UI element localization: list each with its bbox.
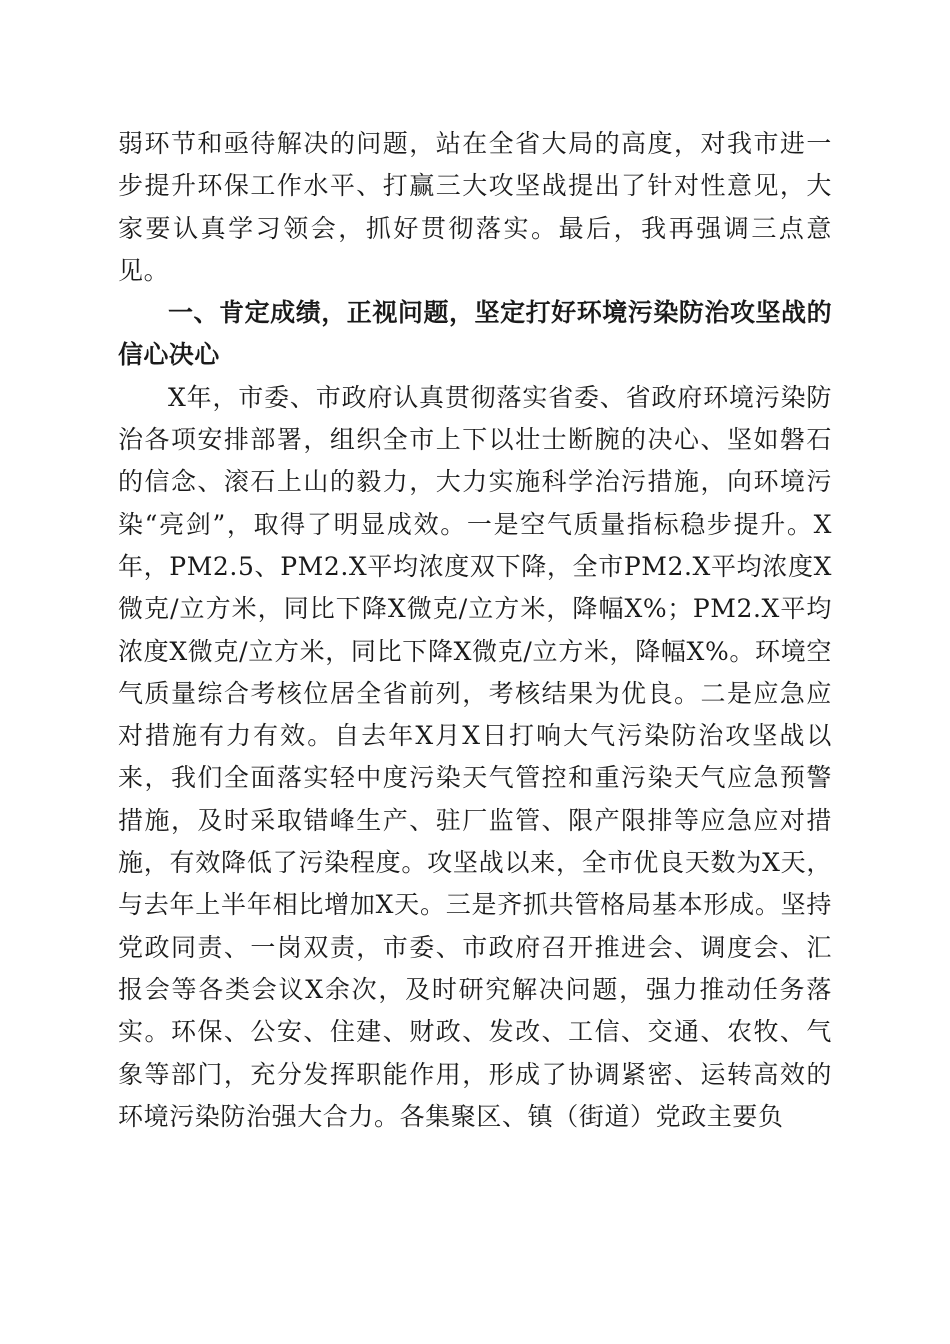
continuation-paragraph: 弱环节和亟待解决的问题，站在全省大局的高度，对我市进一步提升环保工作水平、打赢三大攻坚战提出了针对性意见，大家要认真学习领会，抓好贯彻落实。最后，我再强调三点意见。: [118, 129, 832, 285]
section-heading: 一、肯定成绩，正视问题，坚定打好环境污染防治攻坚战的信心决心: [118, 298, 832, 370]
document-body: [118, 123, 832, 1138]
body-paragraph: X年，市委、市政府认真贯彻落实省委、省政府环境污染防治各项安排部署，组织全市上下以壮士断腕的决心、坚如磐石的信念、滚石上山的毅力，大力实施科学治污措施，向环境污染“亮剑”，取得了明显成效。一是空气质量指标稳步提升。X年，PM2.5、PM2.X平均浓度双下降，全市PM2.X平均浓度X微克/立方米，同比下降X微克/立方米，降幅X%；PM2.X平均浓度X微克/立方米，同比下降X微克/立方米，降幅X%。环境空气质量综合考核位居全省前列，考核结果为优良。二是应急应对措施有力有效。自去年X月X日打响大气污染防治攻坚战以来，我们全面落实轻中度污染天气管控和重污染天气应急预警措施，及时采取错峰生产、驻厂监管、限产限排等应急应对措施，有效降低了污染程度。攻坚战以来，全市优良天数为X天，与去年上半年相比增加X天。三是齐抓共管格局基本形成。坚持党政同责、一岗双责，市委、市政府召开推进会、调度会、汇报会等各类会议X余次，及时研究解决问题，强力推动任务落实。环保、公安、住建、财政、发改、工信、交通、农牧、气象等部门，充分发挥职能作用，形成了协调紧密、运转高效的环境污染防治强大合力。各集聚区、镇（街道）党政主要负: [118, 382, 832, 1131]
